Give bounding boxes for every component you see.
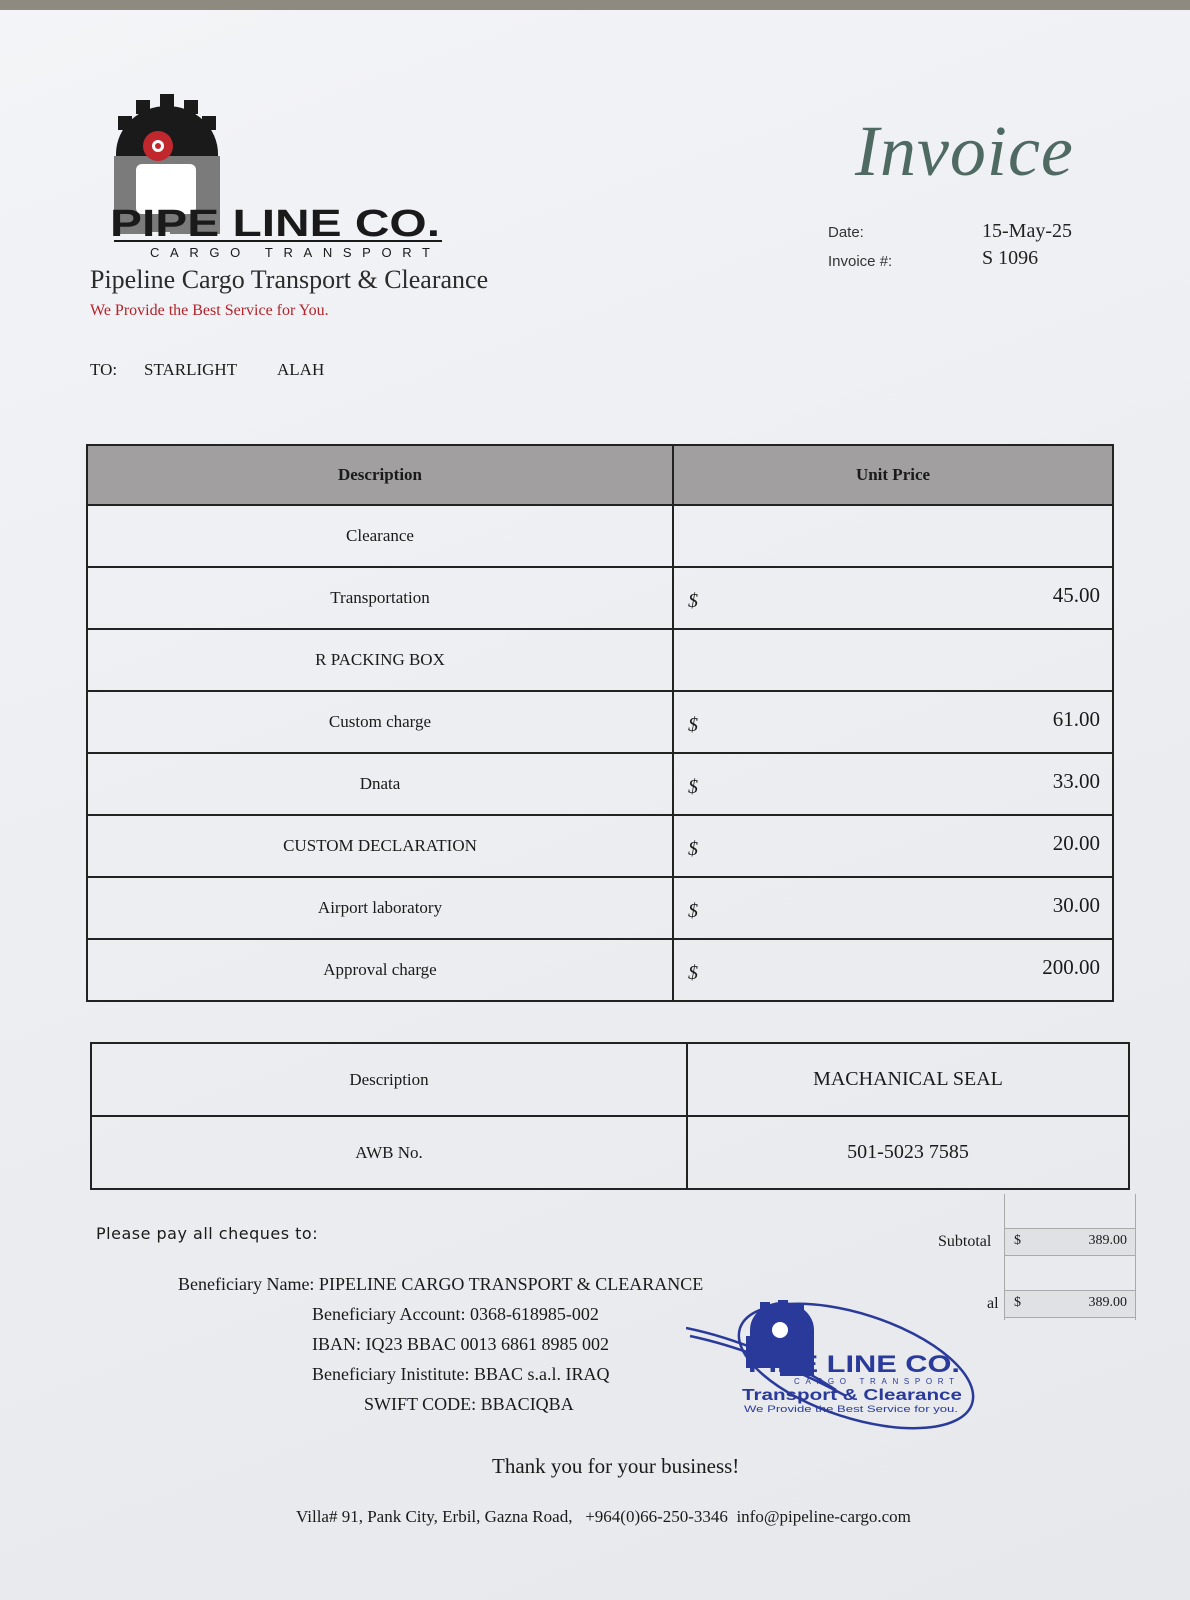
awb-label: AWB No. bbox=[91, 1116, 687, 1189]
unit-price-header: Unit Price bbox=[673, 445, 1113, 505]
invoice-date: 15-May-25 bbox=[982, 220, 1072, 242]
shipment-description-label: Description bbox=[91, 1043, 687, 1116]
total-box bbox=[1004, 1290, 1136, 1318]
item-amount: 20.00 bbox=[1052, 831, 1100, 855]
footer-phone: +964(0)66-250-3346 bbox=[585, 1507, 728, 1526]
logo-wordmark: PIPE LINE CO. bbox=[110, 203, 440, 245]
item-price bbox=[673, 939, 1113, 1001]
table-row bbox=[87, 505, 1113, 567]
footer-email: info@pipeline-cargo.com bbox=[736, 1507, 911, 1526]
description-header: Description bbox=[87, 445, 673, 505]
subtotal-amount: 389.00 bbox=[1088, 1233, 1127, 1248]
company-tagline: We Provide the Best Service for You. bbox=[90, 302, 329, 319]
item-price bbox=[673, 505, 1113, 567]
red-gear-icon bbox=[143, 131, 173, 161]
item-description: R PACKING BOX bbox=[87, 629, 673, 691]
footer-contact bbox=[296, 1507, 911, 1527]
awb-number: 501-5023 7585 bbox=[687, 1116, 1129, 1189]
currency-symbol: $ bbox=[688, 899, 698, 922]
item-price bbox=[673, 567, 1113, 629]
table-row bbox=[87, 567, 1113, 629]
subtotal-currency: $ bbox=[1014, 1233, 1021, 1248]
item-amount: 30.00 bbox=[1052, 893, 1100, 917]
payment-heading: Please pay all cheques to: bbox=[96, 1224, 319, 1243]
table-row bbox=[87, 691, 1113, 753]
company-logo bbox=[108, 94, 448, 264]
beneficiary-name: Beneficiary Name: PIPELINE CARGO TRANSPORT & CLEARANCE bbox=[178, 1274, 704, 1294]
invoice-page bbox=[0, 10, 1190, 1600]
invoice-number-label: Invoice #: bbox=[828, 253, 893, 270]
shipment-table bbox=[90, 1042, 1130, 1190]
item-price bbox=[673, 753, 1113, 815]
subtotal-box bbox=[1004, 1228, 1136, 1256]
item-description: Clearance bbox=[87, 505, 673, 567]
total-label: al bbox=[987, 1295, 999, 1312]
item-description: CUSTOM DECLARATION bbox=[87, 815, 673, 877]
shipment-description-value: MACHANICAL SEAL bbox=[687, 1043, 1129, 1116]
subtotal-label: Subtotal bbox=[938, 1233, 992, 1250]
company-name: Pipeline Cargo Transport & Clearance bbox=[90, 265, 489, 294]
item-price bbox=[673, 629, 1113, 691]
item-price bbox=[673, 877, 1113, 939]
currency-symbol: $ bbox=[688, 961, 698, 984]
item-amount: 61.00 bbox=[1052, 707, 1100, 731]
item-description: Dnata bbox=[87, 753, 673, 815]
total-amount: 389.00 bbox=[1088, 1295, 1127, 1310]
date-label: Date: bbox=[828, 224, 864, 241]
items-header-row bbox=[87, 445, 1113, 505]
beneficiary-institute: Beneficiary Inistitute: BBAC s.a.l. IRAQ bbox=[312, 1364, 610, 1384]
item-description: Custom charge bbox=[87, 691, 673, 753]
currency-symbol: $ bbox=[688, 589, 698, 612]
table-row bbox=[87, 753, 1113, 815]
iban: IBAN: IQ23 BBAC 0013 6861 8985 002 bbox=[312, 1334, 610, 1354]
item-amount: 33.00 bbox=[1052, 769, 1100, 793]
table-row bbox=[91, 1116, 1129, 1189]
beneficiary-account: Beneficiary Account: 0368-618985-002 bbox=[312, 1304, 599, 1324]
item-amount: 200.00 bbox=[1042, 955, 1100, 979]
currency-symbol: $ bbox=[688, 837, 698, 860]
table-row bbox=[87, 939, 1113, 1001]
recipient-label: TO: bbox=[90, 360, 118, 379]
items-table bbox=[86, 444, 1114, 1002]
invoice-number: S 1096 bbox=[982, 247, 1039, 269]
item-amount: 45.00 bbox=[1052, 583, 1100, 607]
currency-symbol: $ bbox=[688, 713, 698, 736]
footer-address: Villa# 91, Pank City, Erbil, Gazna Road, bbox=[296, 1507, 573, 1526]
item-description: Airport laboratory bbox=[87, 877, 673, 939]
total-currency: $ bbox=[1014, 1295, 1021, 1310]
item-description: Transportation bbox=[87, 567, 673, 629]
table-row bbox=[91, 1043, 1129, 1116]
stamp-line2: We Provide the Best Service for you. bbox=[744, 1404, 958, 1414]
company-stamp bbox=[686, 1300, 986, 1440]
logo-subtext: CARGO TRANSPORT bbox=[150, 245, 430, 260]
stamp-subtext: CARGO TRANSPORT bbox=[794, 1377, 954, 1386]
stamp-brand: PIPE LINE CO. bbox=[748, 1351, 960, 1378]
table-row bbox=[87, 815, 1113, 877]
swift-code: SWIFT CODE: BBACIQBA bbox=[364, 1394, 574, 1414]
item-description: Approval charge bbox=[87, 939, 673, 1001]
recipient-last-name: ALAH bbox=[277, 360, 325, 379]
stamp-line1: Transport & Clearance bbox=[742, 1387, 963, 1404]
item-price bbox=[673, 815, 1113, 877]
currency-symbol: $ bbox=[688, 775, 698, 798]
thank-you-note: Thank you for your business! bbox=[492, 1454, 740, 1478]
invoice-title: Invoice bbox=[855, 111, 1074, 191]
table-row bbox=[87, 629, 1113, 691]
table-row bbox=[87, 877, 1113, 939]
recipient-first-name: STARLIGHT bbox=[144, 360, 238, 379]
item-price bbox=[673, 691, 1113, 753]
